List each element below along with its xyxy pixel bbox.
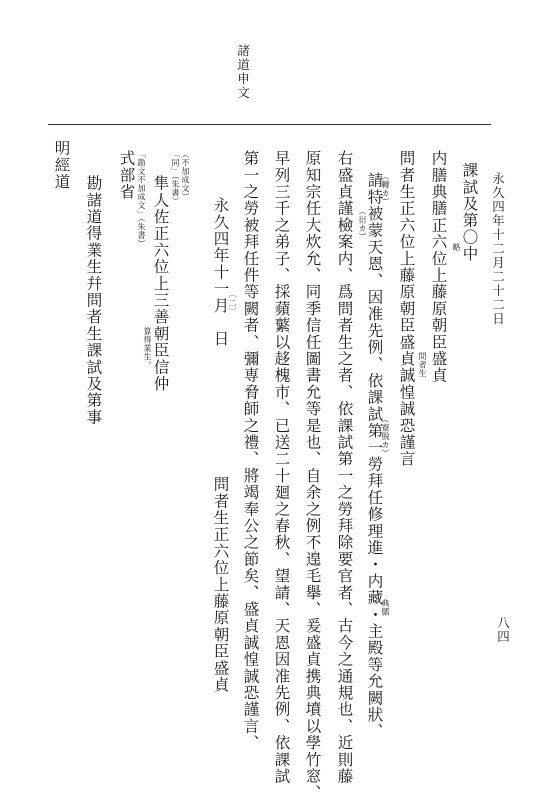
text-line-8-signature: 問者生正六位上藤原朝臣盛貞: [211, 476, 230, 694]
text-line-1: 内膳典膳正六位上藤原朝臣盛貞: [429, 150, 448, 384]
annotation-lue: 略: [452, 243, 461, 252]
header-rule: [48, 124, 491, 125]
text-line-6: 早列三千之弟子、採蘋蘩以趍槐市、已送二十廻之春秋、望請、天恩因准先例、依課試: [272, 150, 291, 785]
annotation-yan: （衍カ）: [358, 207, 367, 241]
annotation-wenzhesheng: 問者生: [418, 352, 427, 378]
text-line-5: 原知宗任大炊允、同季信任圖書允等是也、自余之例不遑毛擧、爰盛貞携典墳以學竹窓、: [303, 150, 322, 802]
text-line-12: 明經道: [52, 140, 71, 191]
annotation-tong-zhu: 「同」（朱書）: [171, 150, 180, 206]
page-number: 八四: [495, 616, 511, 644]
annotation-kanwen: 「勘文不加成文」（朱書）: [137, 150, 146, 248]
annotation-suandeye: 算得業生、: [143, 327, 152, 370]
text-line-3: 請特被蒙天恩、因准先例、依課試第一勞拜任修理進・内藏・主殿等允闕狀、: [365, 172, 384, 740]
section-title: 課試及第〇中: [460, 162, 479, 263]
running-title: 諸道申文: [235, 44, 251, 100]
text-line-9: 隼人佐正六位上三善朝臣信仲: [151, 175, 170, 393]
text-line-4: 右盛貞謹檢案内、爲問者生之者、依課試第一之勞拜除要官者、古今之通規也、近則藤: [335, 150, 354, 785]
text-line-11: 勘諸道得業生幷問者生課試及第事: [84, 175, 103, 426]
text-line-10: 式部省: [117, 150, 136, 201]
annotation-liaotuo: （寮脱カ）: [381, 415, 390, 458]
annotation-dianshan: 典膳: [381, 599, 390, 616]
text-line-7: 第一之勞被拜任件等闕者、彌専脅師之禮、將竭奉公之節矣、盛貞誠惶誠恐謹言、: [241, 150, 260, 752]
annotation-bujiachengwen: （不加成文）: [181, 150, 190, 201]
annotation-zhuan: （轉カ）: [381, 172, 390, 206]
annotation-er: 〔二〕: [228, 290, 237, 316]
text-line-8-date: 永久四年十一月 日: [211, 197, 230, 348]
text-line-2: 問者生正六位上藤原朝臣盛貞誠惶誠恐謹言: [397, 150, 416, 468]
date-heading: 永久四年十二月二十二日: [490, 172, 506, 326]
